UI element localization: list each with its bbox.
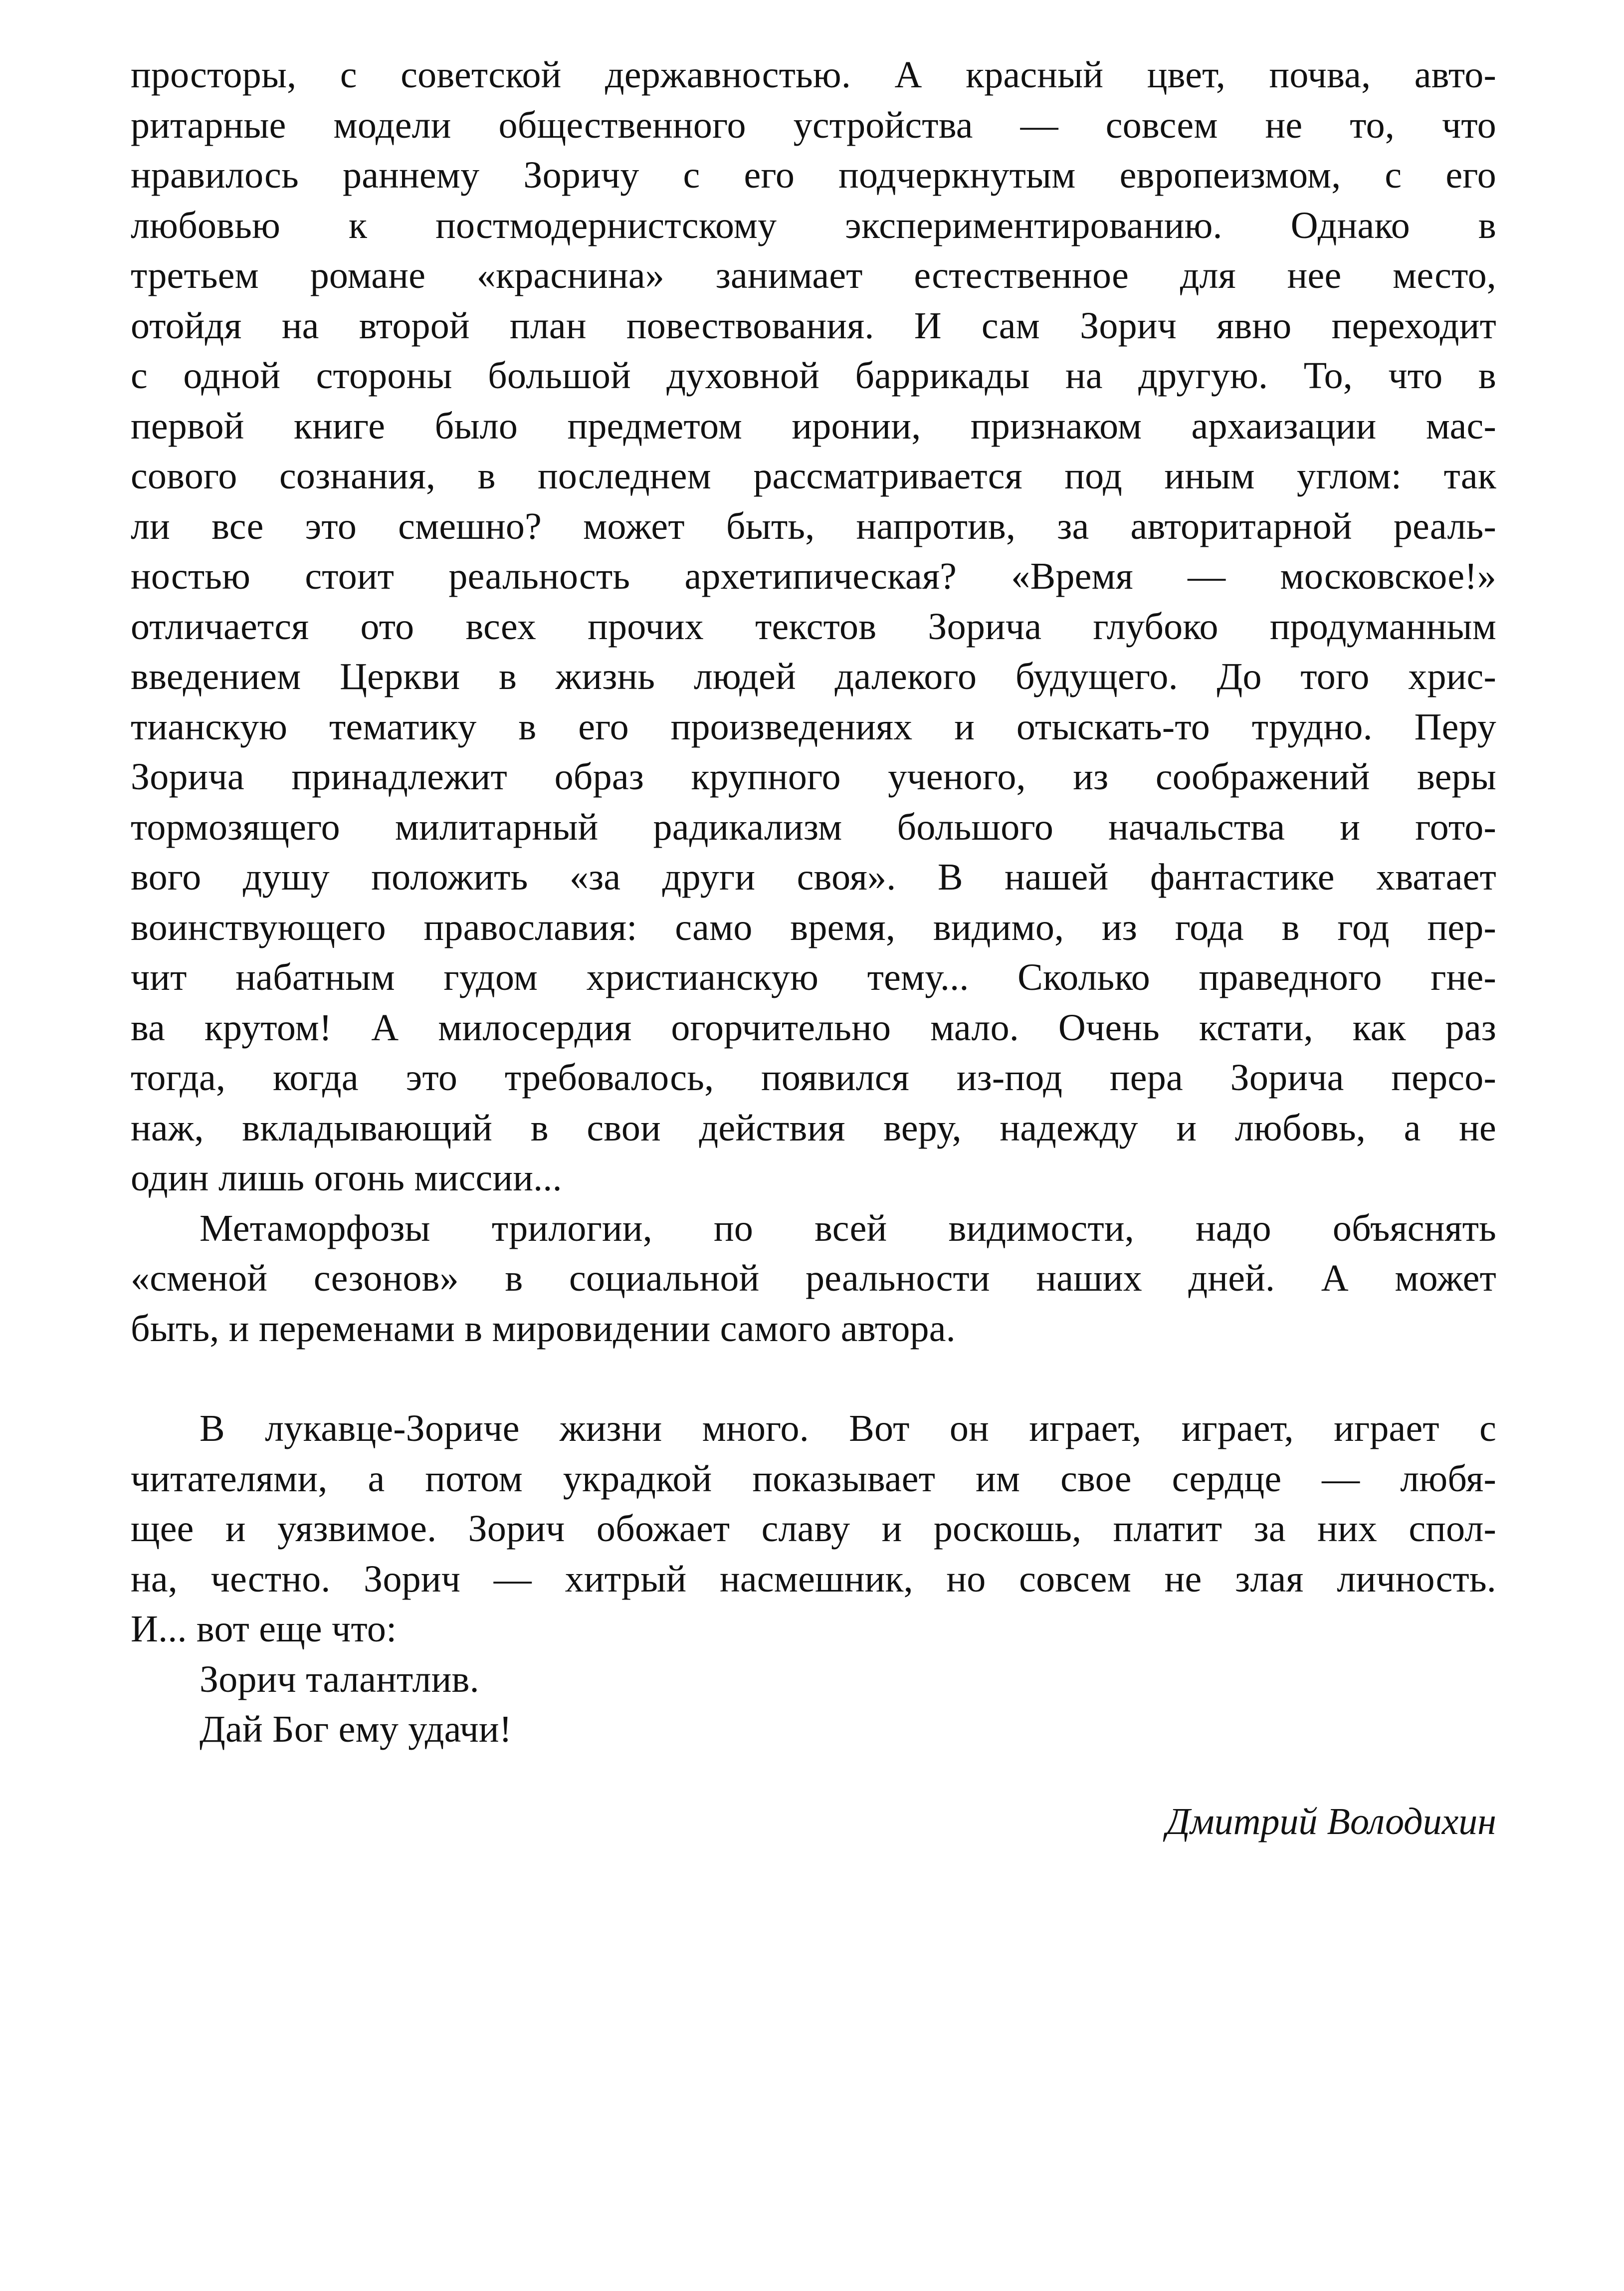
text-line: ностью стоит реальность архетипическая? «Время — московское!» [131, 555, 1496, 597]
text-line: вого душу положить «за други своя». В нашей фантастике хватает [131, 856, 1496, 898]
text-line: тогда, когда это требовалось, появился из-под пера Зорича персо- [131, 1057, 1496, 1099]
author-signature: Дмитрий Володихин [1166, 1800, 1496, 1842]
text-line: отойдя на второй план повествования. И сам Зорич явно переходит [131, 304, 1496, 347]
text-line: нравилось раннему Зоричу с его подчеркнутым европеизмом, с его [131, 154, 1496, 196]
text-line: быть, и переменами в мировидении самого автора. [131, 1307, 956, 1350]
text-line: Зорич талантлив. [200, 1658, 479, 1700]
text-line: И... вот еще что: [131, 1608, 397, 1650]
text-line: Дай Бог ему удачи! [200, 1708, 512, 1750]
text-line: воинствующего православия: само время, видимо, из года в год пер- [131, 906, 1496, 948]
body-text [131, 50, 1496, 1755]
text-line: любовью к постмодернистскому экспериментированию. Однако в [131, 204, 1496, 246]
text-line: один лишь огонь миссии... [131, 1157, 562, 1199]
text-line: тормозящего милитарный радикализм большого начальства и гото- [131, 806, 1496, 848]
text-line: щее и уязвимое. Зорич обожает славу и роскошь, платит за них спол- [131, 1508, 1496, 1550]
text-line: Метаморфозы трилогии, по всей видимости, надо объяснять [200, 1207, 1496, 1249]
text-line: введением Церкви в жизнь людей далекого будущего. До того хрис- [131, 656, 1496, 697]
text-line: сового сознания, в последнем рассматривается под иным углом: так [131, 455, 1496, 497]
text-line: Зорича принадлежит образ крупного ученого, из соображений веры [131, 756, 1496, 798]
text-line: чит набатным гудом христианскую тему... Сколько праведного гне- [131, 956, 1496, 998]
document-page [131, 50, 1496, 1846]
text-line: ли все это смешно? может быть, напротив, за авторитарной реаль- [131, 505, 1496, 547]
text-line: наж, вкладывающий в свои действия веру, надежду и любовь, а не [131, 1107, 1496, 1149]
text-line: отличается ото всех прочих текстов Зорича глубоко продуманным [131, 605, 1496, 648]
text-line: ва крутом! А милосердия огорчительно мало. Очень кстати, как раз [131, 1006, 1496, 1049]
text-line: первой книге было предметом иронии, признаком архаизации мас- [131, 405, 1496, 447]
text-line: тианскую тематику в его произведениях и отыскать-то трудно. Перу [131, 705, 1496, 748]
text-line: В лукавце-Зориче жизни много. Вот он играет, играет, играет с [200, 1407, 1496, 1449]
text-line: просторы, с советской державностью. А красный цвет, почва, авто- [131, 54, 1496, 96]
paragraph-gap [131, 1354, 1496, 1403]
text-line: «сменой сезонов» в социальной реальности наших дней. А может [131, 1257, 1496, 1299]
text-line: с одной стороны большой духовной баррикады на другую. То, что в [131, 355, 1496, 397]
text-line: на, честно. Зорич — хитрый насмешник, но совсем не злая личность. [131, 1558, 1496, 1600]
text-line: ритарные модели общественного устройства — совсем не то, что [131, 104, 1496, 146]
text-line: читателями, а потом украдкой показывает им свое сердце — любя- [131, 1457, 1496, 1500]
text-line: третьем романе «краснина» занимает естественное для нее место, [131, 254, 1496, 296]
